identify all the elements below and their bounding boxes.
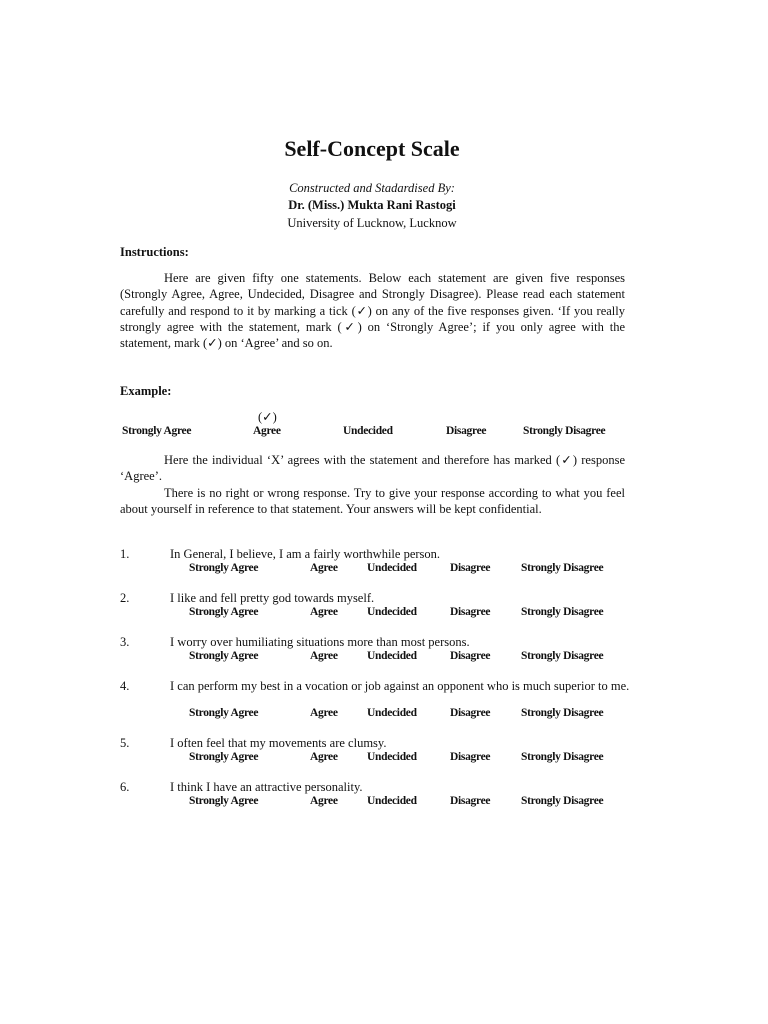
response-agree[interactable]: Agree <box>310 751 338 763</box>
response-strongly-agree[interactable]: Strongly Agree <box>189 650 259 662</box>
response-strongly-agree[interactable]: Strongly Agree <box>189 751 259 763</box>
response-disagree[interactable]: Disagree <box>450 707 491 719</box>
response-undecided[interactable]: Undecided <box>367 606 417 618</box>
author-name: Dr. (Miss.) Mukta Rani Rastogi <box>288 198 456 212</box>
response-disagree[interactable]: Disagree <box>450 650 491 662</box>
response-strongly-disagree[interactable]: Strongly Disagree <box>521 707 604 719</box>
item-statement: In General, I believe, I am a fairly worthwhile person. <box>170 547 441 561</box>
response-strongly-agree[interactable]: Strongly Agree <box>189 795 259 807</box>
response-strongly-disagree[interactable]: Strongly Disagree <box>521 650 604 662</box>
response-agree[interactable]: Agree <box>310 562 338 574</box>
example-explanation-1-text: Here the individual ‘X’ agrees with the statement and therefore has marked (✓) response ‘Agree’. <box>120 453 625 484</box>
response-strongly-agree[interactable]: Strongly Agree <box>189 606 259 618</box>
example-tick-mark: (✓) <box>258 410 277 424</box>
credit-line: Constructed and Stadardised By: <box>289 181 455 195</box>
response-undecided[interactable]: Undecided <box>367 751 417 763</box>
item-statement: I worry over humiliating situations more than most persons. <box>170 635 470 649</box>
response-agree[interactable]: Agree <box>310 795 338 807</box>
instructions-heading: Instructions: <box>120 245 189 259</box>
example-option-strongly-disagree: Strongly Disagree <box>523 425 606 437</box>
item-statement: I think I have an attractive personality. <box>170 780 363 794</box>
response-undecided[interactable]: Undecided <box>367 650 417 662</box>
response-agree[interactable]: Agree <box>310 606 338 618</box>
response-disagree[interactable]: Disagree <box>450 562 491 574</box>
response-strongly-disagree[interactable]: Strongly Disagree <box>521 606 604 618</box>
institution-name: University of Lucknow, Lucknow <box>287 216 457 230</box>
example-explanation-2 <box>120 485 625 518</box>
item-statement: I often feel that my movements are clumsy. <box>170 736 387 750</box>
item-number: 3. <box>120 635 130 649</box>
response-strongly-disagree[interactable]: Strongly Disagree <box>521 562 604 574</box>
instructions-paragraph <box>120 270 625 351</box>
example-option-agree: Agree <box>253 425 281 437</box>
example-heading: Example: <box>120 384 172 398</box>
response-undecided[interactable]: Undecided <box>367 795 417 807</box>
item-statement: I like and fell pretty god towards myself. <box>170 591 375 605</box>
response-strongly-agree[interactable]: Strongly Agree <box>189 562 259 574</box>
response-agree[interactable]: Agree <box>310 707 338 719</box>
response-disagree[interactable]: Disagree <box>450 606 491 618</box>
response-agree[interactable]: Agree <box>310 650 338 662</box>
response-disagree[interactable]: Disagree <box>450 795 491 807</box>
response-strongly-disagree[interactable]: Strongly Disagree <box>521 751 604 763</box>
example-explanation-1 <box>120 452 625 485</box>
example-option-undecided: Undecided <box>343 425 393 437</box>
item-number: 4. <box>120 679 130 693</box>
item-number: 2. <box>120 591 130 605</box>
response-undecided[interactable]: Undecided <box>367 562 417 574</box>
example-option-strongly-agree: Strongly Agree <box>122 425 192 437</box>
example-explanation-2-text: There is no right or wrong response. Try to give your response according to what you feel about yourself in reference to that statement. Your answers will be kept confidential. <box>120 486 625 517</box>
item-number: 1. <box>120 547 130 561</box>
item-number: 6. <box>120 780 130 794</box>
item-number: 5. <box>120 736 130 750</box>
instructions-text: Here are given fifty one statements. Below each statement are given five responses (Strongly Agree, Agree, Undecided, Disagree and Strongly Disagree). Please read each statement carefully and respond to it by marking a tick (✓) on any of the five responses given. ‘If you really strongly agree with the statement, mark (✓) on ‘Strongly Agree’; if you only agree with the statement, mark (✓) on ‘Agree’ and so on. <box>120 271 625 351</box>
item-statement: I can perform my best in a vocation or job against an opponent who is much superior to me. <box>170 679 630 693</box>
response-disagree[interactable]: Disagree <box>450 751 491 763</box>
response-strongly-disagree[interactable]: Strongly Disagree <box>521 795 604 807</box>
response-strongly-agree[interactable]: Strongly Agree <box>189 707 259 719</box>
page-title: Self-Concept Scale <box>284 136 460 161</box>
response-undecided[interactable]: Undecided <box>367 707 417 719</box>
example-option-disagree: Disagree <box>446 425 487 437</box>
